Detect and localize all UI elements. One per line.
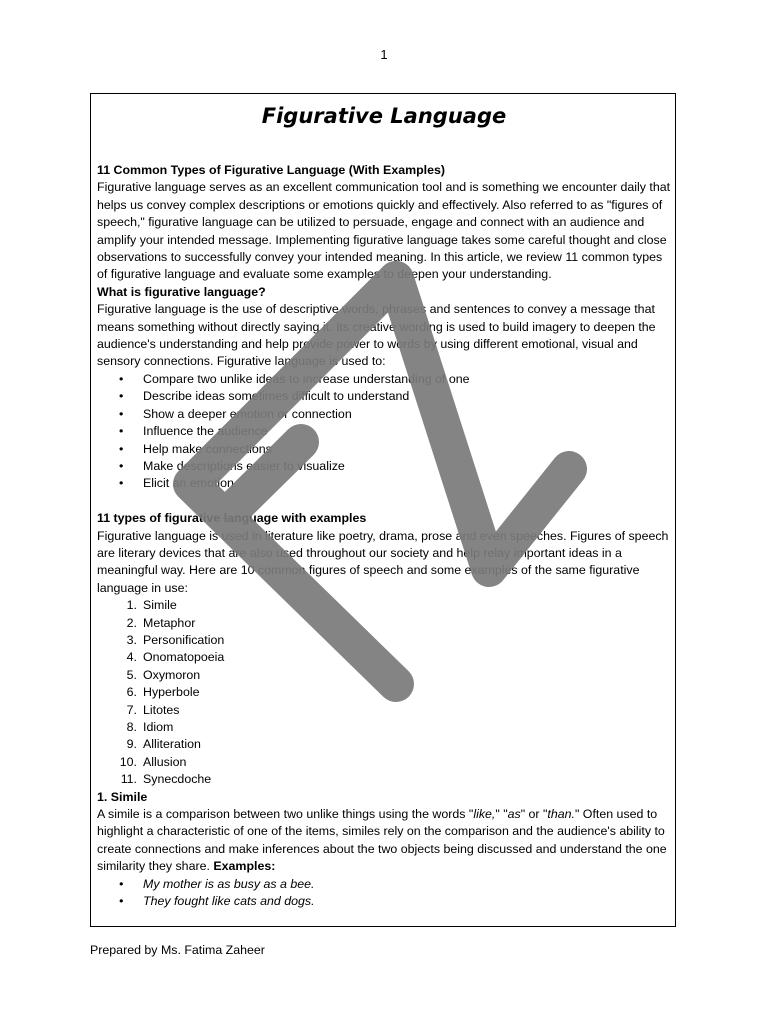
document-content xyxy=(97,94,671,910)
type-list-item xyxy=(97,597,671,614)
type-number: 9. xyxy=(126,737,137,752)
type-number: 4. xyxy=(126,650,137,665)
type-label: Idiom xyxy=(143,719,174,734)
type-list-item xyxy=(97,719,671,736)
type-list-item xyxy=(97,736,671,753)
footer: Prepared by Ms. Fatima Zaheer xyxy=(90,943,265,957)
document-frame xyxy=(90,93,676,927)
simile-paragraph xyxy=(97,806,671,876)
examples-label: Examples: xyxy=(213,859,276,874)
what-paragraph: Figurative language is the use of descriptive words, phrases and sentences to convey a message that means something without directly saying it. Its creative wording is used to build imagery to deepen the audience's understanding and help provide power to words by using different emotional, visual and sensory connections. Figurative language is used to: xyxy=(97,302,656,369)
type-number: 8. xyxy=(126,719,137,734)
type-list-item xyxy=(97,702,671,719)
type-label: Simile xyxy=(143,598,177,613)
type-label: Synecdoche xyxy=(143,772,212,787)
type-label: Alliteration xyxy=(143,737,201,752)
types-heading: 11 types of figurative language with examples xyxy=(97,511,367,526)
type-number: 10. xyxy=(119,754,137,769)
simile-example-item: • My mother is as busy as a bee. xyxy=(97,876,671,893)
use-list-item: • Make descriptions easier to visualize xyxy=(97,458,671,475)
what-heading: What is figurative language? xyxy=(97,284,266,299)
main-heading: 11 Common Types of Figurative Language (With Examples) xyxy=(97,163,446,177)
type-label: Personification xyxy=(143,632,225,647)
type-label: Onomatopoeia xyxy=(143,650,225,665)
type-number: 11. xyxy=(120,772,137,787)
simile-word-than: than. xyxy=(547,807,575,822)
simile-word-like: like, xyxy=(473,807,496,822)
intro-paragraph: Figurative language serves as an excellent communication tool and is something we encounter daily that helps us convey complex descriptions or emotions quickly and effectively. Also referred to as "figures of speech," figurative language can be utilized to persuade, engage and connect with an audience and amplify your intended message. Implementing figurative language takes some careful thought and close observations to successfully convey your intended meaning. In this article, we review 11 common types of figurative language and evaluate some examples to deepen your understanding. xyxy=(97,180,671,282)
simile-text-part: " or " xyxy=(520,807,548,822)
uses-list xyxy=(97,371,671,493)
simile-example-item: • They fought like cats and dogs. xyxy=(97,893,671,910)
simile-text-part: " Often used to highlight a characteristic of one of the items, similes rely on the comparison and the audience's ability to create connections and make inferences about the two objects being discussed and understand the one similarity they share. xyxy=(97,807,667,874)
simile-heading: 1. Simile xyxy=(97,789,148,804)
type-number: 2. xyxy=(126,615,137,630)
use-list-item: • Influence the audience xyxy=(97,423,671,440)
spacer xyxy=(97,493,671,510)
type-label: Metaphor xyxy=(143,615,196,630)
type-label: Hyperbole xyxy=(143,685,200,700)
type-list-item xyxy=(97,649,671,666)
types-list xyxy=(97,597,671,788)
types-paragraph: Figurative language is used in literature like poetry, drama, prose and even speeches. Figures of speech are literary devices that are also used throughout our society and help relay important ideas in a meaningful way. Here are 10 common figures of speech and some examples of the same figurative language in use: xyxy=(97,528,669,595)
type-number: 6. xyxy=(126,685,137,700)
type-list-item xyxy=(97,684,671,701)
simile-text-part: " " xyxy=(495,807,508,822)
type-number: 5. xyxy=(126,667,137,682)
type-label: Oxymoron xyxy=(143,667,201,682)
type-list-item xyxy=(97,667,671,684)
type-number: 7. xyxy=(126,702,137,717)
type-list-item xyxy=(97,754,671,771)
type-number: 3. xyxy=(126,632,137,647)
use-list-item: • Describe ideas sometimes difficult to understand xyxy=(97,388,671,405)
type-list-item xyxy=(97,632,671,649)
type-label: Allusion xyxy=(143,754,187,769)
page-number: 1 xyxy=(380,47,388,62)
use-list-item: • Help make connections xyxy=(97,441,671,458)
use-list-item: • Elicit an emotion xyxy=(97,475,671,492)
document-title: Figurative Language xyxy=(261,104,507,128)
use-list-item: • Compare two unlike ideas to increase understanding of one xyxy=(97,371,671,388)
type-list-item xyxy=(97,771,671,788)
simile-examples-list xyxy=(97,876,671,911)
simile-text-part: A simile is a comparison between two unlike things using the words " xyxy=(97,807,474,822)
simile-word-as: as xyxy=(507,807,521,822)
use-list-item: • Show a deeper emotion or connection xyxy=(97,406,671,423)
type-list-item xyxy=(97,615,671,632)
type-label: Litotes xyxy=(143,702,180,717)
type-number: 1. xyxy=(126,598,137,613)
